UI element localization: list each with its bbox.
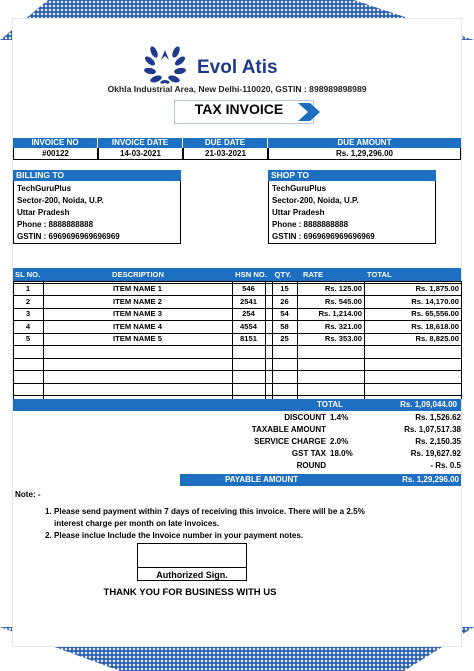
table-row [0,321,474,333]
summary-value: Rs. 1,526.62 [415,413,461,422]
col-sl: SL NO. [15,270,41,279]
cell-description: ITEM NAME 1 [113,284,162,293]
summary-label: ROUND [296,461,326,470]
company-name: Evol Atis [197,57,278,78]
due-date-value: 21-03-2021 [183,148,268,160]
summary-value: Rs. 2,150.35 [415,437,461,446]
cell-hsn: 546 [242,284,255,293]
col-qty: QTY. [274,270,292,279]
cell-description: ITEM NAME 2 [113,296,162,306]
col-total: TOTAL [367,270,392,279]
billing-state: Uttar Pradesh [17,208,70,217]
summary-row [180,424,463,436]
due-amount-header: DUE AMOUNT [268,138,461,148]
laurel-wreath-icon [141,42,189,86]
cell-qty: 54 [280,309,289,318]
table-row [0,333,474,345]
cell-sl: 3 [25,309,31,318]
summary-row [180,448,463,460]
note-line: 2. Please inclue Include the Invoice number in your payment notes. [45,531,304,540]
cell-rate: Rs. 1,214.00 [318,309,362,318]
summary-pct: 2.0% [330,437,349,446]
shipping-name: TechGuruPlus [272,184,327,193]
summary-pct: 18.0% [330,449,353,458]
summary-value: - Rs. 0.5 [430,461,461,470]
items-table-body [0,281,474,399]
cell-qty: 26 [280,296,289,306]
col-description: DESCRIPTION [112,270,164,279]
note-line: interest charge per month on late invoices. [54,519,220,528]
summary-value: Rs. 1,07,517.38 [404,425,461,434]
table-row [0,296,474,308]
shipping-heading: SHOP TO [268,170,436,181]
shipping-state: Uttar Pradesh [272,208,325,217]
due-date-header: DUE DATE [183,138,267,148]
cell-rate: Rs. 125.00 [324,284,362,293]
cell-hsn: 254 [242,309,255,318]
cell-sl: 4 [25,321,31,331]
cell-rate: Rs. 321.00 [324,321,362,331]
summary-row [180,436,463,448]
shipping-phone: Phone : 8888888888 [272,220,349,229]
row-divider [13,395,461,396]
summary-label: DISCOUNT [284,413,326,422]
company-address: Okhla Industrial Area, New Delhi-110020, GSTIN : 898989898989 [107,84,367,94]
cell-sl: 5 [25,334,31,343]
signature-label: Authorized Sign. [137,567,247,581]
document-title: TAX INVOICE [194,101,284,117]
row-divider [13,281,461,282]
row-divider [13,370,461,371]
cell-hsn: 8151 [240,334,257,343]
cell-hsn: 4554 [240,321,257,331]
payable-label: PAYABLE AMOUNT [225,475,299,484]
col-hsn: HSN NO. [235,270,267,279]
total-value: Rs. 1,09,044.00 [400,400,457,409]
shipping-gstin: GSTIN : 6969696969696969 [272,232,375,241]
cell-sl: 2 [25,296,31,306]
chevron-right-icon [298,103,320,121]
billing-heading: BILLING TO [13,170,181,181]
footer-message: THANK YOU FOR BUSINESS WITH US [103,587,277,598]
summary-row [180,412,463,424]
invoice-date-value: 14-03-2021 [98,148,183,160]
table-row [0,308,474,320]
items-table-header [13,268,461,281]
cell-rate: Rs. 353.00 [324,334,362,343]
cell-description: ITEM NAME 3 [113,309,162,318]
payable-value: Rs. 1,29,296.00 [402,475,459,484]
summary-label: GST TAX [291,449,326,458]
summary-label: TAXABLE AMOUNT [251,425,326,434]
cell-description: ITEM NAME 5 [113,334,162,343]
cell-qty: 15 [280,284,289,293]
cell-total: Rs. 1,875.00 [415,284,459,293]
row-divider [13,383,461,384]
cell-rate: Rs. 545.00 [324,296,362,306]
billing-lines [13,183,181,243]
total-label: TOTAL [317,400,343,409]
billing-gstin: GSTIN : 6969696969696969 [17,232,120,241]
summary-value: Rs. 19,627.92 [410,449,461,458]
total-bar [13,399,461,411]
table-row [0,283,474,295]
shipping-street: Sector-200, Noida, U.P. [272,196,359,205]
due-amount-value: Rs. 1,29,296.00 [268,148,461,160]
shipping-lines [268,183,436,243]
cell-total: Rs. 65,556.00 [411,309,459,318]
cell-qty: 58 [280,321,289,331]
cell-total: Rs. 8,825.00 [415,334,459,343]
invoice-date-header: INVOICE DATE [98,138,182,148]
billing-phone: Phone : 8888888888 [17,220,94,229]
notes-heading: Note: - [15,490,41,499]
invoice-no-header: INVOICE NO [13,138,97,148]
billing-name: TechGuruPlus [17,184,72,193]
payable-bar [180,474,461,486]
cell-description: ITEM NAME 4 [113,321,162,331]
invoice-no-value: #00122 [13,148,98,160]
cell-total: Rs. 18,618.00 [411,321,459,331]
cell-hsn: 2541 [240,296,257,306]
summary-pct: 1.4% [330,413,349,422]
cell-sl: 1 [25,284,31,293]
row-divider [13,358,461,359]
col-rate: RATE [303,270,324,279]
cell-qty: 25 [280,334,289,343]
cell-total: Rs. 14,170.00 [411,296,459,306]
note-line: 1. Please send payment within 7 days of receiving this invoice. There will be a 2.5% [45,507,365,516]
summary-lines [180,412,463,472]
billing-street: Sector-200, Noida, U.P. [17,196,104,205]
summary-row [180,460,463,472]
signature-area [137,543,247,567]
summary-label: SERVICE CHARGE [254,437,326,446]
